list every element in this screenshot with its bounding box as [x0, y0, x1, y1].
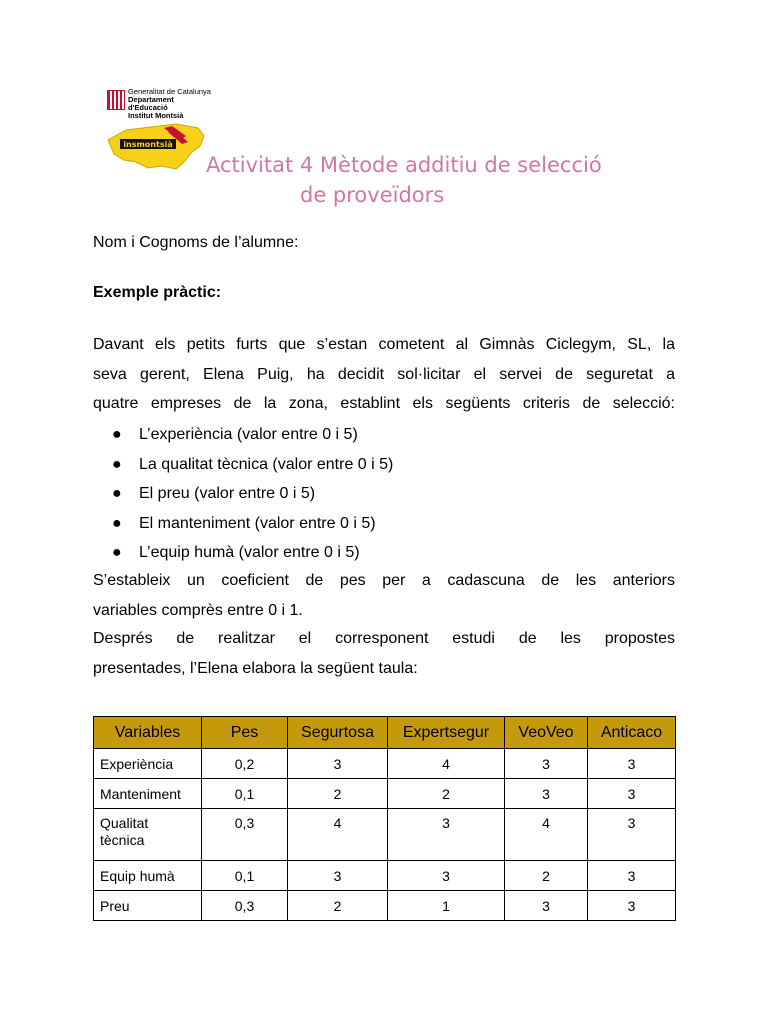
criteria-item [112, 509, 393, 539]
table-row [94, 809, 676, 861]
page-title [206, 150, 602, 210]
cell-value: 3 [588, 779, 676, 809]
cell-value: 3 [505, 779, 588, 809]
intro-line: quatre empreses de la zona, establint els següents criteris de selecció: [93, 395, 675, 412]
coef-line: S’estableix un coeficient de pes per a cadascuna de les anteriors [93, 572, 675, 589]
cell-value: 2 [288, 779, 388, 809]
cell-value: 3 [388, 861, 505, 891]
criteria-text: L’experiència (valor entre 0 i 5) [139, 426, 358, 443]
cell-value: 3 [505, 749, 588, 779]
header-variables: Variables [94, 717, 202, 749]
insmontsia-logo [106, 122, 206, 172]
row-label: Equip humà [94, 861, 202, 891]
table-row [94, 891, 676, 921]
gencat-line: Institut Montsià [128, 111, 184, 120]
row-label-line: Qualitat [100, 815, 149, 831]
bullet-icon: ● [112, 426, 122, 443]
row-label [94, 809, 202, 861]
cell-value: 3 [588, 861, 676, 891]
cell-pes: 0,1 [202, 779, 288, 809]
cell-value: 3 [505, 891, 588, 921]
gencat-line: d'Educació [128, 103, 168, 112]
intro-paragraph [93, 330, 675, 419]
cell-pes: 0,2 [202, 749, 288, 779]
after-line: Després de realitzar el corresponent estudi de les propostes [93, 630, 675, 647]
logo-text: insmontsià [123, 140, 173, 149]
cell-value: 3 [288, 861, 388, 891]
criteria-text: La qualitat tècnica (valor entre 0 i 5) [139, 455, 394, 473]
header-veoveo: VeoVeo [505, 717, 588, 749]
criteria-item [112, 450, 393, 480]
row-label: Experiència [94, 749, 202, 779]
table-row [94, 779, 676, 809]
gencat-line: Generalitat de Catalunya [128, 87, 211, 96]
header-anticaco: Anticaco [588, 717, 676, 749]
criteria-text: El manteniment (valor entre 0 i 5) [139, 514, 376, 532]
header-pes: Pes [202, 717, 288, 749]
criteria-text: L’equip humà (valor entre 0 i 5) [139, 544, 360, 561]
criteria-item [112, 420, 393, 450]
bullet-icon: ● [112, 485, 122, 502]
header-segurtosa: Segurtosa [288, 717, 388, 749]
title-line-2: de proveïdors [300, 183, 445, 207]
cell-value: 2 [505, 861, 588, 891]
cell-pes: 0,3 [202, 809, 288, 861]
criteria-item [112, 479, 393, 509]
bullet-icon: ● [112, 455, 122, 473]
table-row [94, 749, 676, 779]
row-label: Preu [94, 891, 202, 921]
criteria-item [112, 538, 393, 568]
bullet-icon: ● [112, 544, 122, 561]
gencat-emblem-icon [107, 90, 125, 110]
table-row [94, 861, 676, 891]
criteria-list [112, 420, 393, 568]
cell-pes: 0,3 [202, 891, 288, 921]
table-header-row [94, 717, 676, 749]
student-name-label: Nom i Cognoms de l’alumne: [93, 234, 299, 251]
cell-value: 3 [288, 749, 388, 779]
gencat-text [128, 88, 211, 120]
example-heading: Exemple pràctic: [93, 284, 222, 301]
header-expertsegur: Expertsegur [388, 717, 505, 749]
coef-line: variables comprès entre 0 i 1. [93, 601, 303, 619]
intro-line: seva gerent, Elena Puig, ha decidit sol·licitar el servei de seguretat a [93, 365, 675, 383]
cell-value: 4 [505, 809, 588, 861]
cell-value: 4 [388, 749, 505, 779]
bullet-icon: ● [112, 514, 122, 532]
criteria-table [93, 716, 676, 921]
cell-value: 3 [588, 809, 676, 861]
row-label: Manteniment [94, 779, 202, 809]
after-line: presentades, l’Elena elabora la següent taula: [93, 659, 418, 677]
cell-value: 3 [588, 749, 676, 779]
title-line-1: Activitat 4 Mètode additiu de selecció [206, 153, 602, 177]
cell-value: 2 [388, 779, 505, 809]
gencat-logo [107, 88, 217, 122]
gencat-line: Departament [128, 95, 174, 104]
cell-value: 3 [388, 809, 505, 861]
cell-pes: 0,1 [202, 861, 288, 891]
cell-value: 4 [288, 809, 388, 861]
cell-value: 3 [588, 891, 676, 921]
coefficient-paragraph [93, 566, 675, 625]
cell-value: 1 [388, 891, 505, 921]
criteria-text: El preu (valor entre 0 i 5) [139, 485, 316, 502]
row-label-line: tècnica [100, 832, 145, 848]
cell-value: 2 [288, 891, 388, 921]
after-paragraph [93, 624, 675, 683]
intro-line: Davant els petits furts que s’estan cometent al Gimnàs Ciclegym, SL, la [93, 336, 675, 353]
